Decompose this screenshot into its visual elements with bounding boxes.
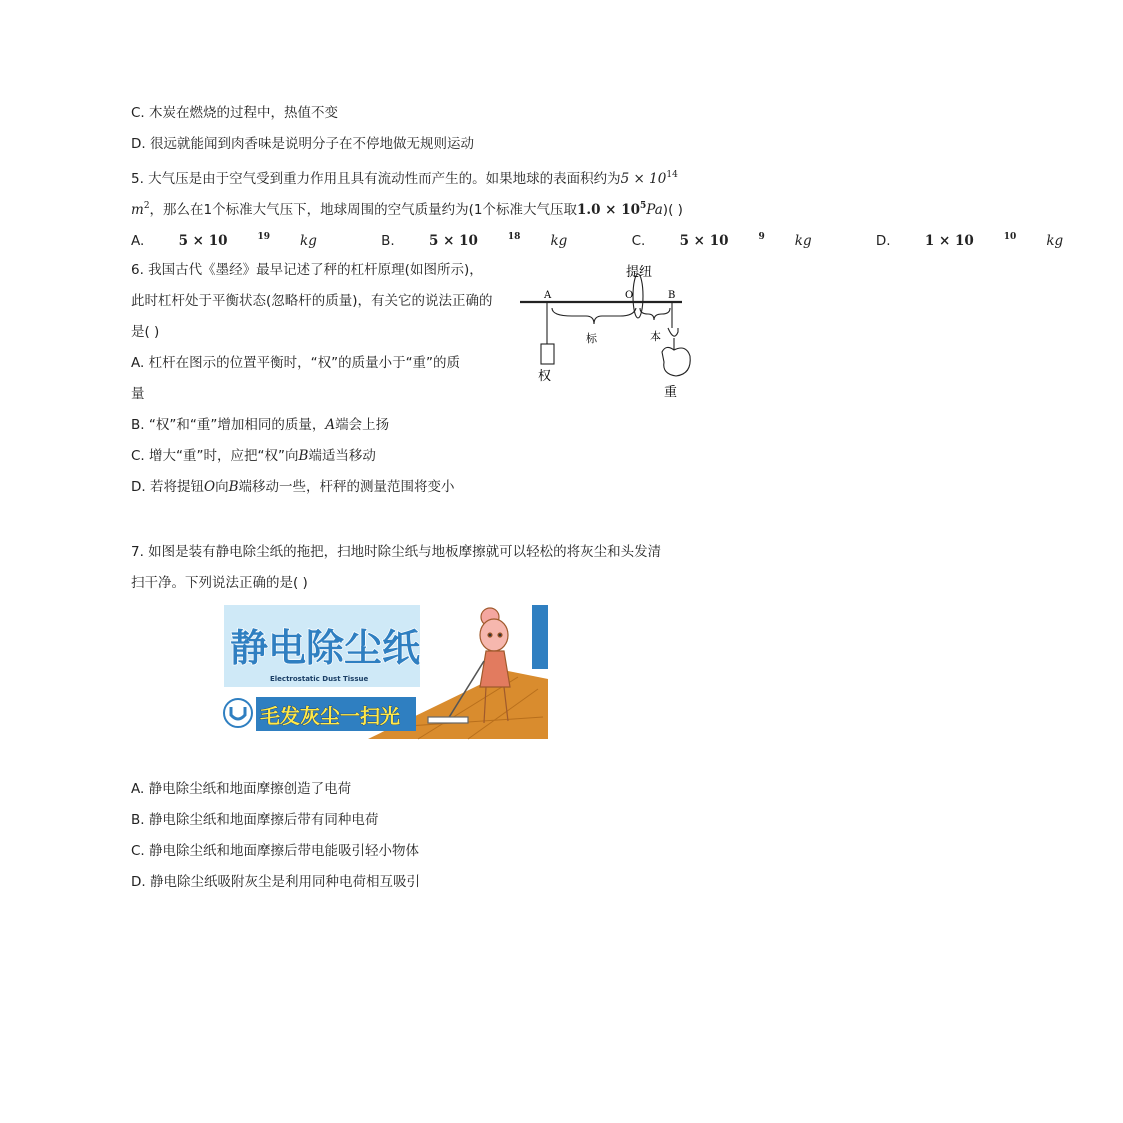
q5-option-c: C. 5 × 10 $^9$ kg <box>631 232 812 249</box>
label-o: O <box>625 290 634 301</box>
hook <box>668 302 678 336</box>
q7-option-c: C. 静电除尘纸和地面摩擦后带电能吸引轻小物体 <box>131 843 420 859</box>
q7-stem-line1: 7. 如图是装有静电除尘纸的拖把，扫地时除尘纸与地板摩擦就可以轻松的将灰尘和头发清 <box>131 544 662 560</box>
label-ben: 本 <box>650 330 661 343</box>
steelyard-figure <box>516 258 696 403</box>
q6-option-c: C. 增大“重”时，应把“权”向B端适当移动 <box>131 448 376 464</box>
brace-biao <box>552 308 636 324</box>
q7-stem-line2: 扫干净。下列说法正确的是( ) <box>131 575 308 591</box>
q7-option-a: A. 静电除尘纸和地面摩擦创造了电荷 <box>131 781 352 797</box>
banner-subtitle: Electrostatic Dust Tissue <box>270 675 369 683</box>
q4-option-c: C. 木炭在燃烧的过程中，热值不变 <box>131 105 339 121</box>
brace-ben <box>640 308 670 320</box>
q5-option-a: A. 5 × 10 $^{19}$ kg <box>131 232 317 249</box>
label-biao: 标 <box>586 332 597 345</box>
q5-option-b: B. 5 × 10 $^{18}$ kg <box>381 232 568 249</box>
label-a: A <box>544 290 552 301</box>
label-b: B <box>668 290 676 301</box>
package-strip <box>532 605 548 669</box>
mop-head <box>428 717 468 723</box>
heavy-object <box>662 347 690 376</box>
weight-block <box>541 344 554 364</box>
q6-stem-line1: 6. 我国古代《墨经》最早记述了秤的杠杆原理(如图所示)， <box>131 262 483 278</box>
banner-slogan: 毛发灰尘一扫光 <box>260 704 400 728</box>
label-quan: 权 <box>538 369 552 384</box>
label-tiniu: 提纽 <box>626 265 653 280</box>
q5-option-d: D. 1 × 10 $^{10}$ kg <box>875 232 1064 249</box>
banner-title: 静电除尘纸 <box>230 626 421 670</box>
q7-option-d: D. 静电除尘纸吸附灰尘是利用同种电荷相互吸引 <box>131 874 420 890</box>
q5-stem-line2: $m^2$，那么在1个标准大气压下，地球周围的空气质量约为(1个标准大气压取$1.0 \times 10^5Pa$)( ) <box>131 201 683 218</box>
q6-stem-line3: 是( ) <box>131 324 160 340</box>
q4-option-d: D. 很远就能闻到肉香味是说明分子在不停地做无规则运动 <box>131 136 474 152</box>
q6-option-a-line1: A. 杠杆在图示的位置平衡时，“权”的质量小于“重”的质 <box>131 355 461 371</box>
label-zhong: 重 <box>664 385 678 400</box>
magnet-logo-icon <box>224 699 252 727</box>
q5-options <box>131 228 1123 250</box>
q5-stem-line1: 5. 大气压是由于空气受到重力作用且具有流动性而产生的。如果地球的表面积约为$5 \times 10^{14}$ <box>131 170 678 187</box>
q7-option-b: B. 静电除尘纸和地面摩擦后带有同种电荷 <box>131 812 379 828</box>
q6-option-d: D. 若将提钮O向B端移动一些，杆秤的测量范围将变小 <box>131 479 455 495</box>
dust-tissue-ad-image <box>218 597 548 739</box>
q6-option-b: B. “权”和“重”增加相同的质量，A端会上扬 <box>131 417 390 433</box>
q6-stem-line2: 此时杠杆处于平衡状态(忽略杆的质量)，有关它的说法正确的 <box>131 293 493 309</box>
q6-option-a-line2: 量 <box>131 386 145 402</box>
